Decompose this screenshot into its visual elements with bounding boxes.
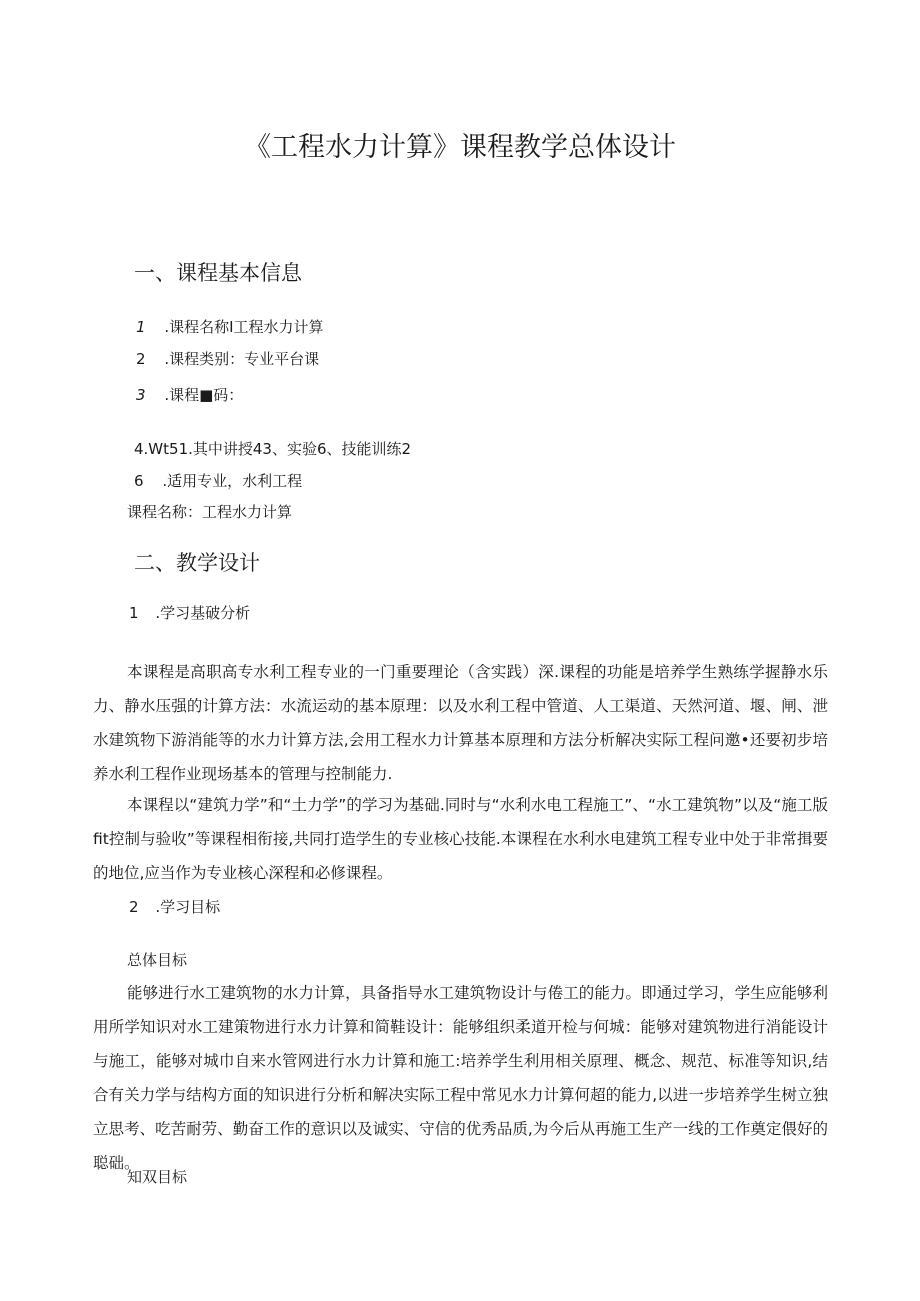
info-item-course-name — [136, 316, 324, 338]
overall-goal-label: 总体目标 — [127, 951, 188, 969]
subsection-learning-basis — [129, 602, 250, 624]
paragraph-course-relation: 本课程以“建筑力学”和“土力学”的学习为基础.同时与“水利水电工程施工”、“水工建筑物”以及“施工版fit控制与验收”等课程相衔接,共同打造学生的专业核心技能.本课程在水利水电建筑工程专业中处于非常揖要的地位,应当作为专业核心深程和必修课程。 — [93, 796, 828, 882]
subsection-number: 2 — [129, 898, 139, 916]
knowledge-goal-label: 知双目标 — [127, 1168, 188, 1186]
section-heading-teaching-design: 二、教学设计 — [134, 551, 260, 575]
info-item-text: .适用专业，水利工程 — [162, 472, 303, 490]
subsection-learning-goals — [129, 896, 220, 918]
subsection-text: .学习目标 — [155, 898, 221, 916]
course-name-line: 课程名称：工程水力计算 — [127, 503, 293, 521]
info-item-text: .课程类别：专业平台课 — [164, 350, 320, 368]
info-item-number: 2 — [136, 350, 146, 368]
info-item-course-code — [136, 384, 243, 406]
subsection-text: .学习基破分析 — [155, 604, 251, 622]
info-item-number: 1 — [136, 318, 146, 336]
paragraph-course-function: 本课程是高职高专水利工程专业的一门重要理论（含实践）深.课程的功能是培养学生熟练学握静水乐力、静水压强的计算方法：水流运动的基本原理：以及水利工程中管道、人工渠道、天然河道、堰、闸、泄水建筑物下游消能等的水力计算方法,会用工程水力计算基本原理和方法分析解决实际工程问邀•还要初步培养水利工程作业现场基本的管理与控制能力. — [93, 663, 828, 783]
info-item-text: .课程名称I工程水力计算 — [164, 318, 324, 336]
info-item-major — [134, 470, 302, 492]
info-item-number: 3 — [136, 386, 146, 404]
info-item-text: .课程■码： — [164, 386, 244, 404]
info-item-text: 4.Wt51.其中讲授43、实验6、技能训练2 — [134, 440, 412, 458]
info-item-course-type — [136, 348, 319, 370]
document-title: 《工程水力计算》课程教学总体设计 — [244, 132, 676, 163]
paragraph-overall-goal: 能够进行水工建筑物的水力计算，具备指导水工建筑物设计与倦工的能力。即通过学习，学生应能够利用所学知识对水工建策物进行水力计算和简鞋设计：能够组织柔道开检与何城：能够对建筑物进行消能设计与施工，能够对城巾自来水管网进行水力计算和施工:培养学生利用相关原理、概念、规范、标准等知识,结合有关力学与结构方面的知识进行分析和解决实际工程中常见水力计算何超的能力,以进一步培养学生树立独立思考、吃苦耐劳、勤奋工作的意识以及诚实、守信的优秀品质,为今后从再施工生产一线的工作奠定偎好的聪础。 — [93, 984, 828, 1172]
info-item-hours — [134, 438, 411, 460]
section-heading-basic-info: 一、课程基本信息 — [134, 261, 302, 285]
subsection-number: 1 — [129, 604, 139, 622]
info-item-number: 6 — [134, 472, 144, 490]
